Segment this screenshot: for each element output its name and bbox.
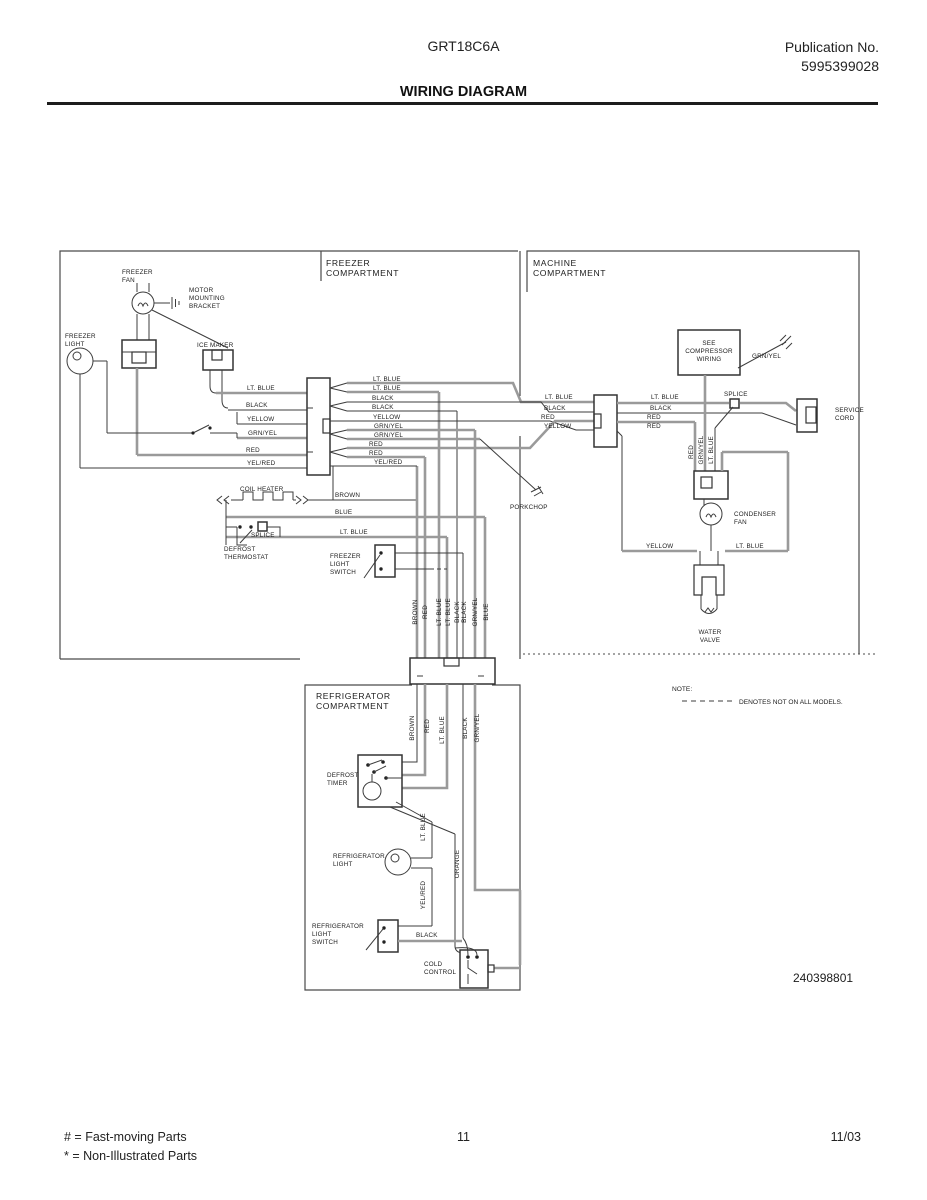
freezer-light-switch-symbol [330, 545, 463, 660]
harness-connector-freezer [307, 378, 330, 475]
wire-label-blue: BLUE [335, 509, 353, 516]
wire-label-grn-yel: GRN/YEL [474, 713, 481, 743]
wire-label-lt-blue: LT. BLUE [545, 394, 573, 401]
wire-label-lt-blue: LT. BLUE [247, 385, 275, 392]
freezer-compartment-label2: COMPARTMENT [326, 268, 400, 278]
note-label: NOTE: [672, 686, 693, 693]
defrost-thermostat-label2: THERMOSTAT [224, 554, 269, 561]
machine-connector [594, 395, 617, 447]
wire-label-red: RED [541, 414, 555, 421]
refrigerator-light-switch-label2: LIGHT [312, 931, 332, 938]
pass-through-connector [410, 658, 495, 684]
service-cord-label: SERVICE [835, 407, 864, 414]
porkchop-label: PORKCHOP [510, 504, 548, 511]
cold-control-symbol [424, 938, 494, 988]
wire-label-grn-yel: GRN/YEL [472, 597, 479, 627]
wire-label-grn-yel: GRN/YEL [374, 432, 404, 439]
wire-label-lt-blue: LT. BLUE [651, 394, 679, 401]
coil-heater-circuit [217, 466, 485, 660]
wire-label-black: BLACK [372, 395, 394, 402]
water-valve-label: WATER [698, 629, 722, 636]
cold-control-label: COLD [424, 961, 443, 968]
wire-label-yel-red: YEL/RED [247, 460, 276, 467]
service-cord-symbol [797, 399, 864, 432]
freezer-light-switch-label3: SWITCH [330, 569, 357, 576]
freezer-fan-label: FREEZER [122, 269, 153, 276]
wire-label-brown: BROWN [335, 492, 361, 499]
motor-mounting-bracket [154, 287, 225, 310]
freezer-light-switch-label: FREEZER [330, 553, 361, 560]
wire-label-black: BLACK [416, 932, 438, 939]
refrigerator-light-switch-label3: SWITCH [312, 939, 339, 946]
wire-label-black: BLACK [544, 405, 566, 412]
water-valve-symbol [694, 551, 724, 644]
freezer-fan-symbol [122, 269, 156, 368]
wire-label-black: BLACK [462, 717, 469, 739]
freezer-harness-wires [80, 361, 307, 468]
motor-mounting-bracket-label2: MOUNTING [189, 295, 225, 302]
note-text: DENOTES NOT ON ALL MODELS. [739, 699, 843, 706]
wire-label-blue: BLUE [483, 603, 490, 621]
machine-compartment-label2: COMPARTMENT [533, 268, 607, 278]
refrigerator-light-switch-label: REFRIGERATOR [312, 923, 364, 930]
see-compressor-wiring-label3: WIRING [696, 356, 722, 363]
model-number: GRT18C6A [427, 38, 500, 54]
wire-label-lt-blue: LT. BLUE [340, 529, 368, 536]
refrigerator-compartment-label: REFRIGERATOR [316, 691, 391, 701]
page-title: WIRING DIAGRAM [399, 84, 528, 100]
defrost-timer-label: DEFROST [327, 772, 359, 779]
wire-label-orange: ORANGE [454, 849, 461, 879]
note-block [672, 686, 843, 706]
wire-label-red: RED [688, 445, 695, 459]
wire-label-grn-yel: GRN/YEL [248, 430, 278, 437]
splice-label: SPLICE [724, 391, 748, 398]
wire-label-lt-blue: LT. BLUE [373, 385, 401, 392]
motor-mounting-bracket-label3: BRACKET [189, 303, 221, 310]
refrigerator-light-symbol [333, 849, 432, 926]
freezer-fan-label2: FAN [122, 277, 135, 284]
freezer-light-label2: LIGHT [65, 341, 85, 348]
porkchop-ground [480, 439, 548, 511]
wire-label-yellow: YELLOW [544, 423, 572, 430]
wire-label-yellow: YELLOW [646, 543, 674, 550]
wire-label-lt-blue: LT. BLUE [436, 598, 443, 626]
wire-label-lt-blue: LT. BLUE [373, 376, 401, 383]
wire-label-black: BLACK [454, 601, 461, 623]
ice-maker-label: ICE MAKER [197, 342, 234, 349]
wire-label-red: RED [424, 719, 431, 733]
condenser-fan-label2: FAN [734, 519, 747, 526]
freezer-light-symbol [65, 333, 96, 374]
footer-page-number: 11 [457, 1130, 470, 1144]
publication-value: 5995399028 [801, 58, 879, 74]
wire-label-black: BLACK [246, 402, 268, 409]
motor-mounting-bracket-label: MOTOR [189, 287, 214, 294]
see-compressor-wiring-label: SEE [702, 340, 716, 347]
refrigerator-compartment-label2: COMPARTMENT [316, 701, 390, 711]
wire-label-lt-blue: LT. BLUE [736, 543, 764, 550]
wire-label-red: RED [422, 605, 429, 619]
footer-fast-moving: # = Fast-moving Parts [64, 1130, 187, 1144]
refrigerator-light-switch-symbol [312, 920, 462, 952]
cold-control-label2: CONTROL [424, 969, 457, 976]
see-compressor-wiring-label2: COMPRESSOR [685, 348, 733, 355]
water-valve-label2: VALVE [699, 637, 721, 644]
wire-label-yellow: YELLOW [247, 416, 275, 423]
footer-date: 11/03 [830, 1130, 861, 1144]
wire-label-lt-blue: LT. BLUE [439, 716, 446, 744]
wire-label-grn-yel: GRN/YEL [752, 353, 782, 360]
wire-label-red: RED [246, 447, 260, 454]
coil-heater-label: COIL HEATER [240, 486, 284, 493]
wire-label-black: BLACK [461, 601, 468, 623]
wire-label-lt-blue: LT. BLUE [420, 813, 427, 841]
freezer-light-label: FREEZER [65, 333, 96, 340]
wire-label-yel-red: YEL/RED [374, 459, 403, 466]
wire-label-lt-blue: LT. BLUE [708, 436, 715, 464]
machine-compartment-label: MACHINE [533, 258, 577, 268]
publication-label: Publication No. [784, 39, 879, 55]
freezer-compartment-label: FREEZER [326, 258, 371, 268]
splice-label: SPLICE [251, 532, 275, 539]
defrost-thermostat-label: DEFROST [224, 546, 256, 553]
wire-label-red: RED [647, 414, 661, 421]
footer-non-illustrated: * = Non-Illustrated Parts [64, 1149, 198, 1163]
wire-label-red: RED [647, 423, 661, 430]
wire-label-lt-blue: LT. BLUE [445, 598, 452, 626]
defrost-timer-label2: TIMER [327, 780, 348, 787]
wire-label-yel-red: YEL/RED [420, 880, 427, 910]
wire-label-yellow: YELLOW [373, 414, 401, 421]
refrigerator-light-label2: LIGHT [333, 861, 353, 868]
wire-label-red: RED [369, 441, 383, 448]
wire-label-brown: BROWN [409, 715, 416, 741]
wire-label-grn-yel: GRN/YEL [374, 423, 404, 430]
wire-label-black: BLACK [372, 404, 394, 411]
refrigerator-light-label: REFRIGERATOR [333, 853, 385, 860]
freezer-light-switch-label2: LIGHT [330, 561, 350, 568]
wire-label-black: BLACK [650, 405, 672, 412]
diagram-part-number: 240398801 [793, 971, 854, 985]
wire-label-red: RED [369, 450, 383, 457]
service-cord-label2: CORD [835, 415, 855, 422]
condenser-fan-label: CONDENSER [734, 511, 777, 518]
wire-label-brown: BROWN [412, 599, 419, 625]
machine-wires [541, 394, 796, 551]
defrost-thermostat-symbol [224, 522, 280, 561]
wire-label-grn-yel: GRN/YEL [698, 435, 705, 465]
